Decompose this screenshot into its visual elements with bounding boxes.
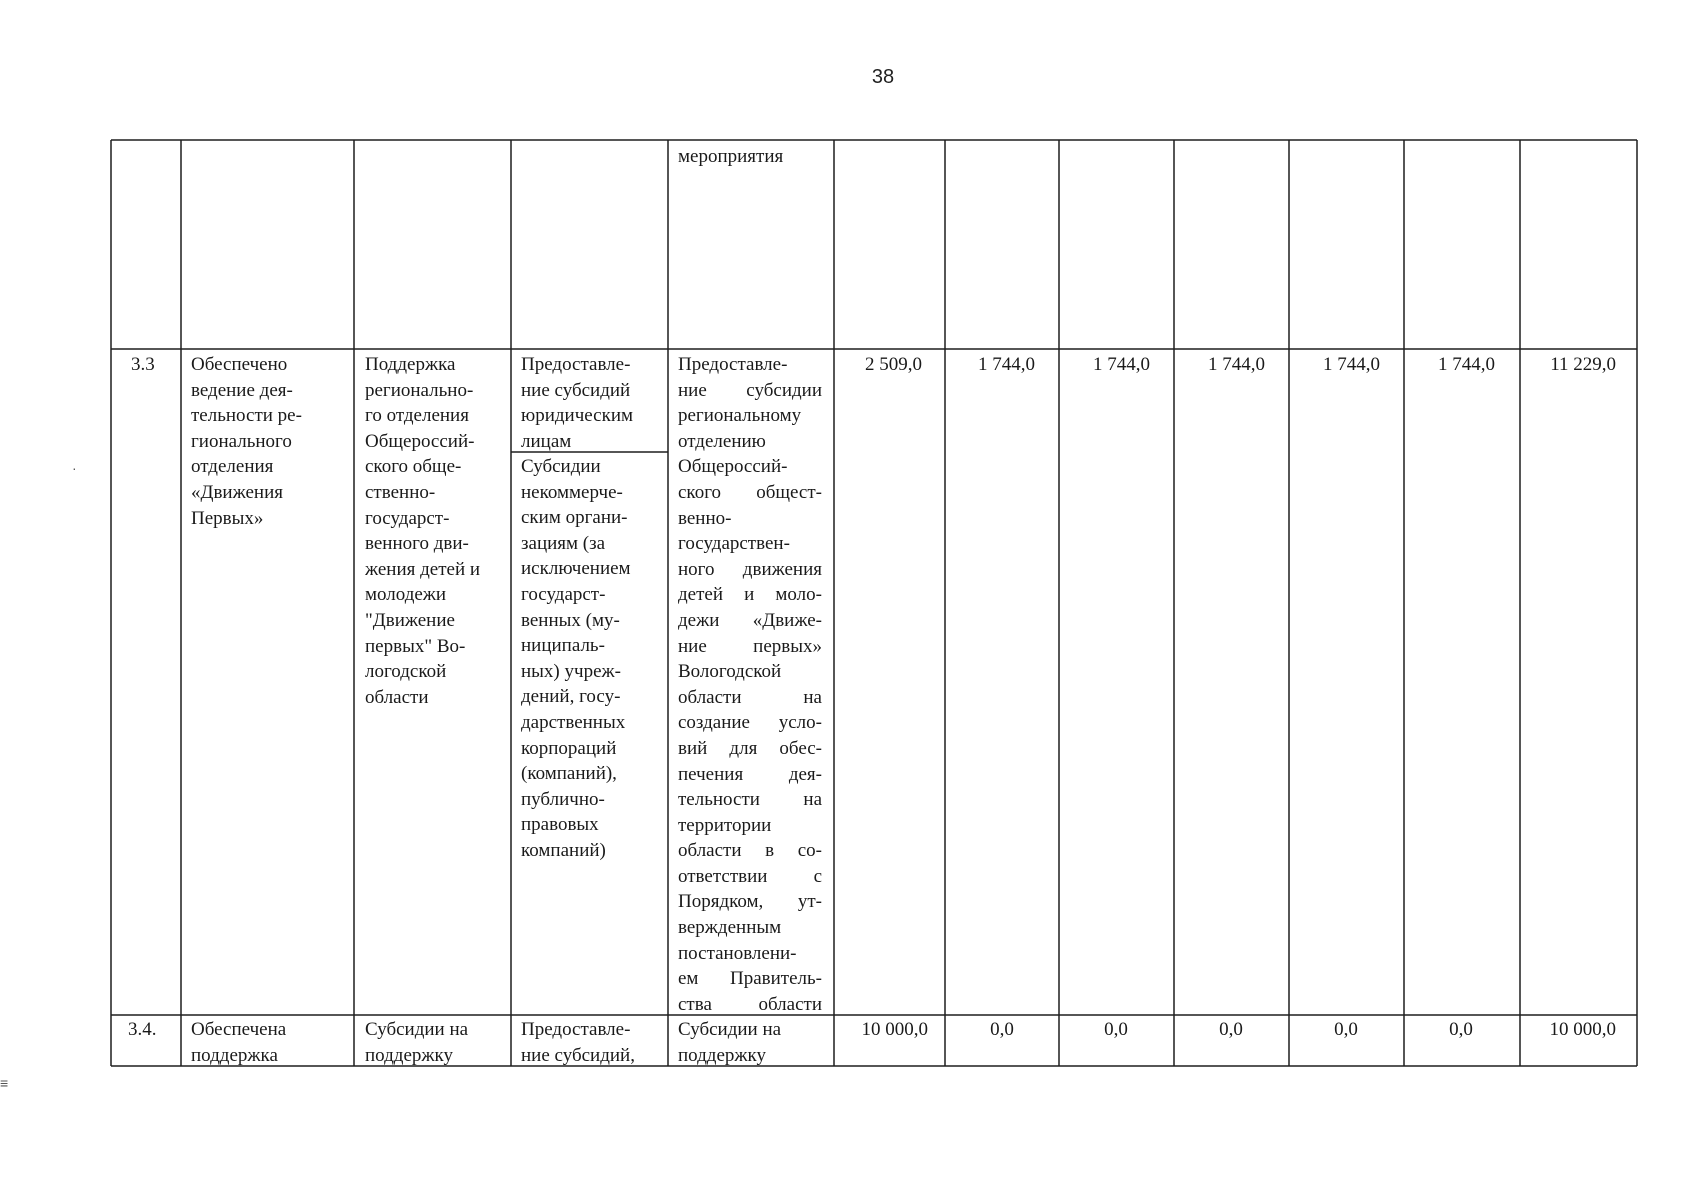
page-number: 38: [871, 66, 895, 88]
row-3-4-type: Предоставле- ние субсидий,: [521, 1019, 635, 1065]
row-3-3-value-3: 1 744,0: [1093, 354, 1150, 375]
row-3-3-event: Поддержка регионально- го отделения Общероссий- ского обще- ственно- государст- венного дви- жения детей и молодежи "Движение первых" Во- логодской области: [365, 354, 481, 708]
margin-mark-top: ·: [72, 460, 77, 476]
row-3-3-value-2: 1 744,0: [978, 354, 1035, 375]
row-3-3-value-total: 11 229,0: [1550, 354, 1616, 375]
row-3-4-value-5: 0,0: [1334, 1019, 1358, 1040]
row-3-3-value-4: 1 744,0: [1208, 354, 1265, 375]
row-3-3-value-6: 1 744,0: [1438, 354, 1495, 375]
row-3-4-result: Обеспечена поддержка: [191, 1019, 287, 1065]
row-3-3-result: Обеспечено ведение дея- тельности ре- гионального отделения «Движения Первых»: [191, 354, 302, 529]
continuation-description-cell: мероприятия: [678, 146, 784, 167]
row-3-4-value-4: 0,0: [1219, 1019, 1243, 1040]
row-3-3-value-5: 1 744,0: [1323, 354, 1380, 375]
row-3-4-value-2: 0,0: [990, 1019, 1014, 1040]
margin-mark-bottom: ≡: [0, 1075, 9, 1091]
row-3-3-type-a: Предоставле- ние субсидий юридическим лицам: [521, 354, 634, 452]
row-3-3-value-1: 2 509,0: [865, 354, 922, 375]
row-3-4-event: Субсидии на поддержку: [365, 1019, 469, 1065]
row-3-4-value-1: 10 000,0: [861, 1019, 928, 1040]
row-3-4-number: 3.4.: [128, 1019, 157, 1040]
row-3-4-description: Субсидии на поддержку: [678, 1019, 782, 1065]
row-3-4-value-6: 0,0: [1449, 1019, 1473, 1040]
row-3-4-value-total: 10 000,0: [1549, 1019, 1616, 1040]
row-3-3-number: 3.3: [131, 354, 155, 375]
row-3-3-type-b: Субсидии некоммерче- ским органи- зациям (за исключением государст- венных (му- ниципаль- ных) учреж- дений, госу- дарственных корпораций (компаний), публично- правовых компаний): [521, 456, 631, 861]
row-3-3-description: Предоставле- ние субсидии региональному отделению Общероссий- ского общест- венно- государствен- ного движения детей и моло- дежи «Движе- ние первых» Вологодской области на создание усло- вий для обес- печения дея- тельности на территории области в со- ответствии с Порядком, ут- вержденным постановлени- ем Правитель- ства области: [678, 354, 822, 1015]
row-3-4-value-3: 0,0: [1104, 1019, 1128, 1040]
